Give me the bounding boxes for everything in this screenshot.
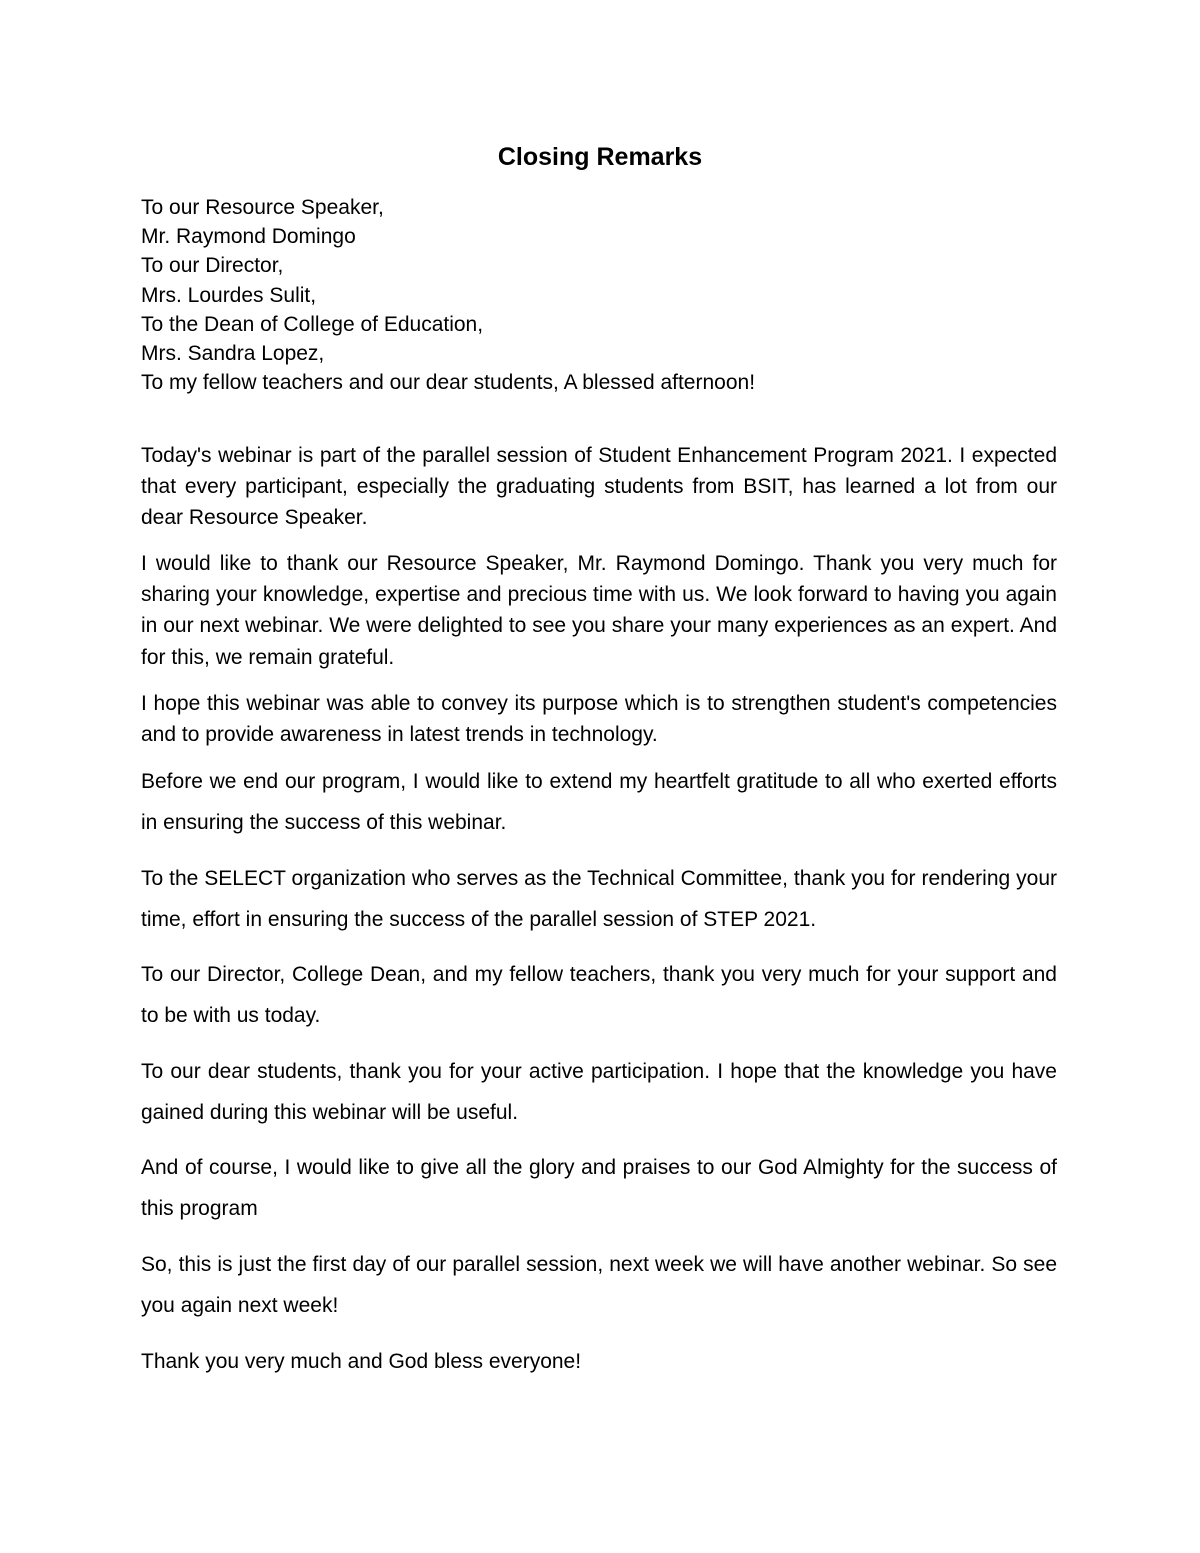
salutation-line: Mrs. Lourdes Sulit, — [141, 283, 317, 307]
salutation-line: Mr. Raymond Domingo — [141, 225, 356, 249]
paragraph: Today's webinar is part of the parallel session of Student Enhancement Program 2021. I expected that every participant, especially the graduating students from BSIT, has learned a lot from our dear Resource Speaker. — [141, 444, 1057, 530]
paragraph: So, this is just the first day of our parallel session, next week we will have another webinar. So see you again next week! — [141, 1253, 1057, 1317]
salutation-line: To the Dean of College of Education, — [141, 312, 484, 336]
paragraph: I hope this webinar was able to convey its purpose which is to strengthen student's competencies and to provide awareness in latest trends in technology. — [141, 692, 1057, 747]
paragraph: To the SELECT organization who serves as the Technical Committee, thank you for rendering your time, effort in ensuring the success of the parallel session of STEP 2021. — [141, 867, 1057, 931]
paragraph: And of course, I would like to give all the glory and praises to our God Almighty for the success of this program — [141, 1156, 1057, 1220]
document-title: Closing Remarks — [497, 143, 703, 171]
salutation-line: Mrs. Sandra Lopez, — [141, 342, 325, 366]
salutation-line: To my fellow teachers and our dear students, A blessed afternoon! — [141, 371, 756, 395]
salutation-line: To our Director, — [141, 254, 284, 278]
paragraph: Before we end our program, I would like to extend my heartfelt gratitude to all who exerted efforts in ensuring the success of this webinar. — [141, 770, 1057, 834]
paragraph: To our dear students, thank you for your active participation. I hope that the knowledge you have gained during this webinar will be useful. — [141, 1060, 1057, 1124]
closing-line: Thank you very much and God bless everyone! — [141, 1350, 582, 1373]
paragraph: I would like to thank our Resource Speaker, Mr. Raymond Domingo. Thank you very much for sharing your knowledge, expertise and precious time with us. We look forward to having you again in our next webinar. We were delighted to see you share your many experiences as an expert. And for this, we remain grateful. — [141, 552, 1057, 669]
salutation-block — [141, 193, 1057, 397]
salutation-line: To our Resource Speaker, — [141, 196, 384, 219]
paragraph: To our Director, College Dean, and my fellow teachers, thank you very much for your support and to be with us today. — [141, 963, 1057, 1027]
